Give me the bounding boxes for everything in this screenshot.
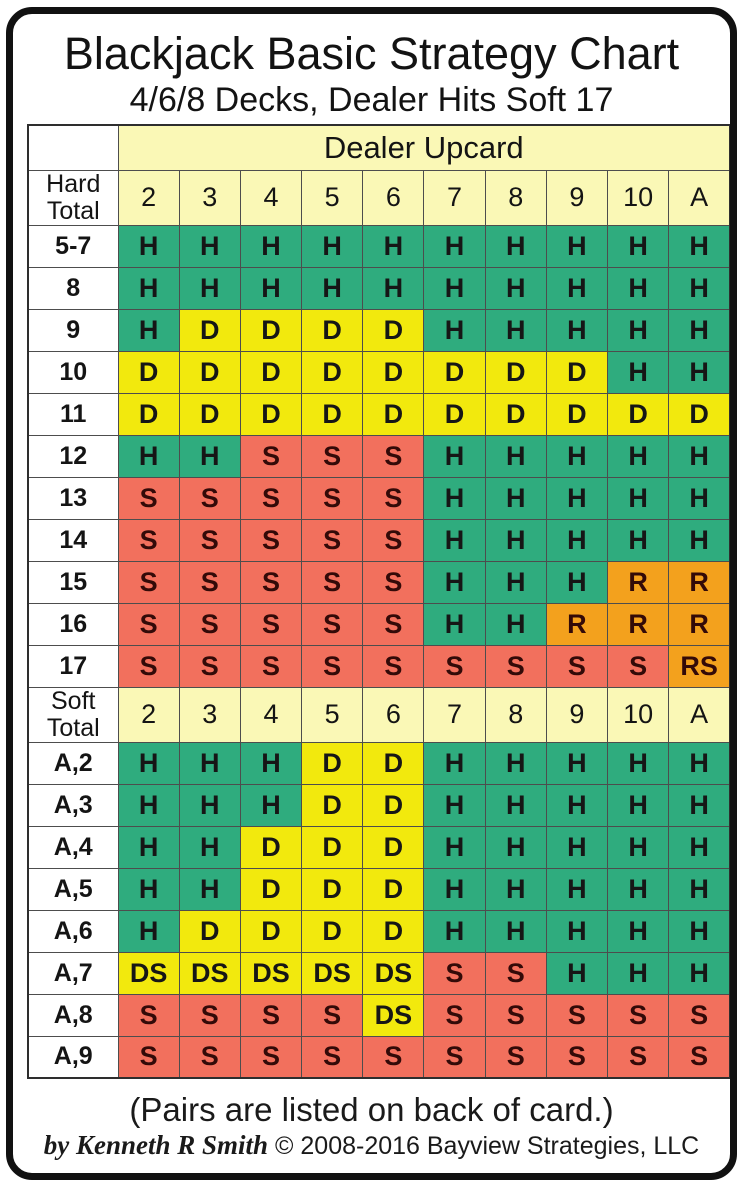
strategy-cell: S — [546, 994, 607, 1036]
section-label: Soft Total — [28, 687, 118, 742]
row-label: 16 — [28, 603, 118, 645]
strategy-cell: H — [424, 910, 485, 952]
strategy-cell: DS — [363, 994, 424, 1036]
table-row — [28, 1036, 730, 1078]
strategy-cell: D — [302, 910, 363, 952]
strategy-cell: S — [240, 561, 301, 603]
strategy-cell: H — [179, 742, 240, 784]
strategy-cell: H — [240, 267, 301, 309]
strategy-cell: H — [118, 309, 179, 351]
strategy-cell: H — [608, 826, 669, 868]
column-header: 4 — [240, 687, 301, 742]
strategy-cell: D — [608, 393, 669, 435]
table-row — [28, 910, 730, 952]
strategy-cell: D — [363, 351, 424, 393]
strategy-cell: D — [118, 351, 179, 393]
strategy-cell: S — [118, 561, 179, 603]
strategy-cell: S — [363, 477, 424, 519]
strategy-cell: D — [118, 393, 179, 435]
strategy-cell: D — [669, 393, 730, 435]
column-header: 10 — [608, 170, 669, 225]
strategy-cell: H — [118, 225, 179, 267]
strategy-cell: H — [669, 910, 730, 952]
strategy-cell: DS — [240, 952, 301, 994]
strategy-cell: H — [608, 351, 669, 393]
strategy-cell: DS — [302, 952, 363, 994]
strategy-cell: S — [179, 519, 240, 561]
strategy-cell: H — [608, 309, 669, 351]
table-row — [28, 784, 730, 826]
strategy-cell: H — [485, 477, 546, 519]
strategy-cell: R — [608, 603, 669, 645]
strategy-cell: H — [608, 519, 669, 561]
strategy-cell: H — [424, 603, 485, 645]
strategy-cell: S — [118, 477, 179, 519]
column-header: 2 — [118, 170, 179, 225]
table-row — [28, 826, 730, 868]
column-header: 7 — [424, 170, 485, 225]
strategy-cell: S — [485, 994, 546, 1036]
strategy-cell: S — [302, 519, 363, 561]
strategy-cell: H — [546, 826, 607, 868]
row-label: A,2 — [28, 742, 118, 784]
strategy-cell: H — [669, 784, 730, 826]
strategy-cell: S — [363, 1036, 424, 1078]
strategy-cell: H — [669, 225, 730, 267]
column-header: 6 — [363, 687, 424, 742]
strategy-cell: S — [363, 645, 424, 687]
table-row — [28, 267, 730, 309]
table-row — [28, 477, 730, 519]
row-label: 10 — [28, 351, 118, 393]
table-row — [28, 645, 730, 687]
strategy-cell: S — [546, 645, 607, 687]
strategy-cell: D — [546, 393, 607, 435]
strategy-cell: D — [546, 351, 607, 393]
strategy-cell: D — [240, 826, 301, 868]
strategy-cell: S — [240, 645, 301, 687]
corner-cell — [28, 125, 118, 170]
strategy-cell: RS — [669, 645, 730, 687]
row-label: 15 — [28, 561, 118, 603]
strategy-cell: D — [240, 910, 301, 952]
strategy-cell: H — [424, 519, 485, 561]
table-row — [28, 519, 730, 561]
strategy-cell: D — [302, 742, 363, 784]
strategy-cell: S — [546, 1036, 607, 1078]
table-row — [28, 603, 730, 645]
strategy-cell: H — [608, 910, 669, 952]
row-label: 5-7 — [28, 225, 118, 267]
row-label: A,9 — [28, 1036, 118, 1078]
strategy-cell: S — [363, 519, 424, 561]
strategy-cell: S — [179, 1036, 240, 1078]
row-label: A,4 — [28, 826, 118, 868]
strategy-cell: H — [118, 868, 179, 910]
strategy-cell: H — [669, 267, 730, 309]
strategy-cell: H — [302, 267, 363, 309]
row-label: 9 — [28, 309, 118, 351]
table-row — [28, 868, 730, 910]
strategy-cell: D — [302, 784, 363, 826]
strategy-cell: S — [240, 994, 301, 1036]
strategy-cell: S — [179, 561, 240, 603]
strategy-cell: H — [485, 603, 546, 645]
column-header: 6 — [363, 170, 424, 225]
strategy-cell: D — [302, 351, 363, 393]
row-label: A,3 — [28, 784, 118, 826]
column-header: 5 — [302, 687, 363, 742]
strategy-cell: H — [363, 267, 424, 309]
strategy-cell: S — [302, 603, 363, 645]
strategy-cell: DS — [179, 952, 240, 994]
strategy-cell: H — [608, 784, 669, 826]
strategy-cell: R — [608, 561, 669, 603]
strategy-cell: H — [485, 784, 546, 826]
strategy-cell: H — [546, 477, 607, 519]
strategy-cell: S — [363, 561, 424, 603]
strategy-cell: D — [240, 868, 301, 910]
strategy-cell: S — [424, 645, 485, 687]
strategy-cell: H — [669, 519, 730, 561]
section-header-row — [28, 687, 730, 742]
strategy-cell: S — [424, 952, 485, 994]
strategy-cell: H — [608, 952, 669, 994]
table-row — [28, 952, 730, 994]
strategy-cell: H — [546, 309, 607, 351]
strategy-cell: D — [240, 309, 301, 351]
strategy-cell: H — [302, 225, 363, 267]
credit-author: by Kenneth R Smith — [43, 1130, 269, 1160]
strategy-cell: H — [240, 784, 301, 826]
column-header: 8 — [485, 687, 546, 742]
strategy-cell: H — [546, 267, 607, 309]
credit-line — [13, 1130, 730, 1161]
strategy-cell: H — [669, 435, 730, 477]
strategy-cell: D — [363, 742, 424, 784]
strategy-cell: S — [424, 994, 485, 1036]
strategy-cell: H — [179, 435, 240, 477]
strategy-cell: S — [302, 435, 363, 477]
strategy-cell: S — [302, 645, 363, 687]
strategy-cell: D — [485, 393, 546, 435]
footer-note: (Pairs are listed on back of card.) — [129, 1091, 614, 1128]
strategy-cell: H — [669, 826, 730, 868]
strategy-cell: DS — [363, 952, 424, 994]
strategy-cell: D — [302, 309, 363, 351]
strategy-cell: H — [118, 267, 179, 309]
strategy-cell: H — [485, 309, 546, 351]
strategy-cell: H — [546, 868, 607, 910]
strategy-cell: S — [608, 1036, 669, 1078]
strategy-cell: H — [485, 225, 546, 267]
strategy-cell: S — [608, 994, 669, 1036]
strategy-cell: H — [363, 225, 424, 267]
table-row — [28, 393, 730, 435]
strategy-cell: R — [546, 603, 607, 645]
strategy-cell: H — [240, 225, 301, 267]
row-label: 12 — [28, 435, 118, 477]
row-label: A,5 — [28, 868, 118, 910]
table-row — [28, 309, 730, 351]
strategy-cell: S — [118, 645, 179, 687]
strategy-cell: D — [179, 910, 240, 952]
strategy-cell: H — [179, 225, 240, 267]
strategy-table — [27, 124, 731, 1079]
strategy-cell: D — [302, 868, 363, 910]
table-row — [28, 351, 730, 393]
strategy-cell: S — [118, 1036, 179, 1078]
strategy-cell: D — [179, 393, 240, 435]
strategy-cell: S — [302, 994, 363, 1036]
table-row — [28, 994, 730, 1036]
strategy-cell: H — [669, 309, 730, 351]
section-label: Hard Total — [28, 170, 118, 225]
strategy-cell: DS — [118, 952, 179, 994]
column-header: 9 — [546, 170, 607, 225]
strategy-cell: D — [240, 351, 301, 393]
strategy-cell: H — [424, 435, 485, 477]
row-label: 17 — [28, 645, 118, 687]
strategy-cell: S — [240, 603, 301, 645]
strategy-cell: S — [485, 1036, 546, 1078]
strategy-cell: D — [179, 351, 240, 393]
row-label: 13 — [28, 477, 118, 519]
column-header: 5 — [302, 170, 363, 225]
strategy-cell: R — [669, 603, 730, 645]
strategy-cell: D — [363, 868, 424, 910]
strategy-cell: H — [424, 561, 485, 603]
table-row — [28, 225, 730, 267]
page-title: Blackjack Basic Strategy Chart — [63, 28, 680, 79]
strategy-cell: H — [546, 742, 607, 784]
strategy-cell: H — [546, 225, 607, 267]
strategy-cell: D — [302, 393, 363, 435]
strategy-cell: D — [363, 910, 424, 952]
strategy-cell: S — [118, 519, 179, 561]
strategy-cell: H — [118, 910, 179, 952]
strategy-cell: S — [363, 435, 424, 477]
strategy-cell: H — [546, 910, 607, 952]
strategy-cell: D — [363, 393, 424, 435]
column-header: 3 — [179, 687, 240, 742]
column-header: 2 — [118, 687, 179, 742]
strategy-cell: S — [179, 994, 240, 1036]
strategy-cell: H — [485, 561, 546, 603]
strategy-cell: S — [363, 603, 424, 645]
row-label: 11 — [28, 393, 118, 435]
strategy-cell: H — [179, 868, 240, 910]
strategy-cell: D — [485, 351, 546, 393]
column-header: 3 — [179, 170, 240, 225]
strategy-cell: S — [240, 1036, 301, 1078]
strategy-cell: H — [424, 477, 485, 519]
strategy-cell: H — [669, 868, 730, 910]
strategy-cell: S — [179, 603, 240, 645]
strategy-cell: H — [424, 225, 485, 267]
strategy-cell: H — [608, 477, 669, 519]
strategy-cell: H — [608, 742, 669, 784]
strategy-cell: H — [669, 742, 730, 784]
strategy-cell: S — [240, 477, 301, 519]
strategy-cell: S — [485, 952, 546, 994]
strategy-cell: H — [669, 351, 730, 393]
strategy-cell: H — [485, 826, 546, 868]
strategy-cell: S — [302, 561, 363, 603]
strategy-cell: H — [485, 519, 546, 561]
strategy-cell: D — [424, 351, 485, 393]
strategy-cell: H — [424, 826, 485, 868]
strategy-cell: D — [363, 309, 424, 351]
strategy-cell: H — [118, 784, 179, 826]
strategy-cell: D — [363, 826, 424, 868]
strategy-cell: H — [424, 309, 485, 351]
strategy-cell: S — [608, 645, 669, 687]
column-header: 7 — [424, 687, 485, 742]
strategy-cell: S — [118, 994, 179, 1036]
section-header-row — [28, 170, 730, 225]
strategy-card — [6, 7, 737, 1180]
strategy-cell: H — [608, 267, 669, 309]
strategy-cell: H — [546, 952, 607, 994]
strategy-cell: S — [485, 645, 546, 687]
column-header: 9 — [546, 687, 607, 742]
strategy-cell: H — [485, 868, 546, 910]
strategy-cell: H — [485, 435, 546, 477]
strategy-cell: S — [240, 519, 301, 561]
strategy-cell: H — [669, 477, 730, 519]
strategy-cell: D — [363, 784, 424, 826]
strategy-cell: H — [118, 826, 179, 868]
row-label: A,7 — [28, 952, 118, 994]
column-header: A — [669, 170, 730, 225]
strategy-cell: H — [179, 784, 240, 826]
strategy-cell: H — [546, 435, 607, 477]
strategy-cell: S — [240, 435, 301, 477]
column-header: 10 — [608, 687, 669, 742]
strategy-cell: S — [669, 994, 730, 1036]
strategy-cell: H — [608, 225, 669, 267]
row-label: 8 — [28, 267, 118, 309]
strategy-cell: H — [485, 742, 546, 784]
strategy-cell: H — [424, 784, 485, 826]
strategy-cell: H — [118, 435, 179, 477]
strategy-cell: H — [424, 868, 485, 910]
strategy-cell: H — [485, 910, 546, 952]
strategy-cell: H — [424, 267, 485, 309]
strategy-cell: H — [179, 826, 240, 868]
strategy-cell: H — [424, 742, 485, 784]
column-header: 8 — [485, 170, 546, 225]
table-row — [28, 435, 730, 477]
strategy-cell: S — [669, 1036, 730, 1078]
strategy-cell: H — [546, 519, 607, 561]
strategy-cell: H — [608, 868, 669, 910]
dealer-upcard-label: Dealer Upcard — [118, 125, 730, 170]
strategy-cell: S — [302, 477, 363, 519]
table-row — [28, 742, 730, 784]
row-label: A,6 — [28, 910, 118, 952]
row-label: 14 — [28, 519, 118, 561]
strategy-cell: H — [546, 561, 607, 603]
page-subtitle: 4/6/8 Decks, Dealer Hits Soft 17 — [129, 81, 614, 119]
row-label: A,8 — [28, 994, 118, 1036]
strategy-cell: H — [240, 742, 301, 784]
strategy-cell: S — [179, 645, 240, 687]
strategy-cell: H — [118, 742, 179, 784]
strategy-cell: D — [240, 393, 301, 435]
strategy-cell: S — [118, 603, 179, 645]
strategy-cell: H — [669, 952, 730, 994]
strategy-cell: H — [179, 267, 240, 309]
column-header: A — [669, 687, 730, 742]
strategy-cell: R — [669, 561, 730, 603]
strategy-cell: S — [302, 1036, 363, 1078]
credit-copyright: © 2008-2016 Bayview Strategies, LLC — [275, 1132, 700, 1160]
strategy-cell: D — [179, 309, 240, 351]
strategy-cell: H — [485, 267, 546, 309]
strategy-cell: S — [424, 1036, 485, 1078]
strategy-cell: D — [424, 393, 485, 435]
column-header: 4 — [240, 170, 301, 225]
strategy-cell: H — [608, 435, 669, 477]
dealer-upcard-row — [28, 125, 730, 170]
strategy-cell: H — [546, 784, 607, 826]
strategy-cell: D — [302, 826, 363, 868]
table-row — [28, 561, 730, 603]
strategy-cell: S — [179, 477, 240, 519]
